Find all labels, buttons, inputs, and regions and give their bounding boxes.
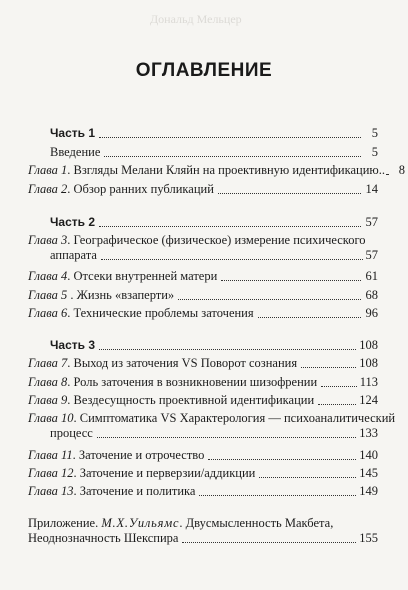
- dot-leader: [199, 495, 356, 496]
- toc-entry-chapter-9: [28, 393, 378, 408]
- toc-page-number: 145: [359, 466, 378, 480]
- toc-part-1: [50, 126, 378, 141]
- page-title: ОГЛАВЛЕНИЕ: [135, 60, 273, 81]
- toc-entry-label: [28, 269, 217, 284]
- appendix-label: Приложение.: [28, 516, 102, 530]
- toc-entry-chapter-1: [28, 163, 406, 178]
- toc-page-number: 5: [371, 126, 378, 140]
- toc-entry-label: [28, 356, 297, 371]
- dot-leader: [99, 349, 356, 350]
- toc-page-number: 108: [359, 356, 378, 370]
- chapter-prefix: Глава 7: [28, 356, 68, 370]
- chapter-prefix: Глава 6: [28, 306, 68, 320]
- toc-page-number: 149: [359, 484, 378, 498]
- chapter-title: . Заточение и политика: [73, 484, 196, 498]
- faded-running-header: Дональд Мельцер: [150, 12, 242, 26]
- toc-part-label: Часть 3: [50, 338, 96, 352]
- chapter-title: . Географическое (физическое) измерение психического: [67, 233, 366, 247]
- toc-page-number: 8: [398, 163, 406, 177]
- toc-page-number: 124: [359, 393, 378, 407]
- chapter-title: . Взгляды Мелани Кляйн на проективную идентификацию..: [67, 163, 386, 177]
- chapter-prefix: Глава 10: [28, 411, 74, 425]
- toc-page-number: 113: [359, 375, 378, 389]
- chapter-title: . Симптоматика VS Характерология — психоаналитический: [73, 411, 396, 425]
- toc-entry-appendix: [28, 516, 378, 546]
- dot-leader: [259, 477, 356, 478]
- appendix-title: . Двусмысленность Макбета,: [179, 516, 334, 530]
- toc-entry-chapter-5: [28, 288, 378, 303]
- toc-entry-chapter-3: [28, 233, 378, 263]
- toc-page-number: 57: [365, 248, 378, 262]
- chapter-title: . Выход из заточения VS Поворот сознания: [67, 356, 298, 370]
- toc-part-2: [50, 215, 378, 230]
- toc-entry-label: [28, 288, 174, 303]
- toc-entry-chapter-6: [28, 306, 378, 321]
- chapter-prefix: Глава 3: [28, 233, 68, 247]
- toc-part-3: [50, 338, 378, 353]
- chapter-prefix: Глава 2: [28, 182, 68, 196]
- toc-page-number: 155: [359, 531, 378, 545]
- chapter-prefix: Глава 13: [28, 484, 74, 498]
- dot-leader: [178, 299, 361, 300]
- toc-page-number: 108: [359, 338, 378, 352]
- toc-entry-label: [28, 393, 314, 408]
- toc-entry-label: [28, 375, 317, 390]
- dot-leader: [97, 437, 356, 438]
- dot-leader: [258, 317, 361, 318]
- toc-page-number: 96: [365, 306, 378, 320]
- toc-page-number: 57: [365, 215, 378, 229]
- chapter-title: . Вездесущность проективной идентификации: [67, 393, 315, 407]
- toc-page-number: 61: [365, 269, 378, 283]
- chapter-title: . Отсеки внутренней матери: [67, 269, 218, 283]
- toc-entry-label: [28, 182, 214, 197]
- toc-entry-label: [28, 484, 195, 499]
- dot-leader: [318, 404, 356, 405]
- toc-part-label: Часть 2: [50, 215, 96, 229]
- chapter-title: . Заточение и перверзии/аддикции: [73, 466, 256, 480]
- chapter-prefix: Глава 11: [28, 448, 73, 462]
- toc-entry-label: [28, 466, 255, 481]
- toc-entry-chapter-7: [28, 356, 378, 371]
- dot-leader: [218, 193, 361, 194]
- toc-entry-intro: [50, 145, 378, 160]
- toc-entry-chapter-10: [28, 411, 396, 441]
- toc-entry-label: [28, 448, 204, 463]
- toc-part-label: Часть 1: [50, 126, 96, 140]
- dot-leader: [386, 174, 388, 175]
- toc-page-number: 5: [371, 145, 378, 159]
- dot-leader: [99, 226, 361, 227]
- dot-leader: [182, 542, 356, 543]
- toc-page-number: 140: [359, 448, 378, 462]
- toc-entry-label: Введение: [50, 145, 101, 159]
- chapter-title: . Заточение и отрочество: [72, 448, 205, 462]
- chapter-title: . Технические проблемы заточения: [67, 306, 254, 320]
- chapter-prefix: Глава 8: [28, 375, 68, 389]
- toc-entry-chapter-13: [28, 484, 378, 499]
- dot-leader: [301, 367, 356, 368]
- chapter-prefix: Глава 9: [28, 393, 68, 407]
- chapter-title: . Роль заточения в возникновении шизофрении: [67, 375, 318, 389]
- dot-leader: [99, 137, 361, 138]
- chapter-title-continued: процесс: [50, 426, 93, 440]
- appendix-title-continued: Неоднозначность Шекспира: [28, 531, 179, 545]
- dot-leader: [208, 459, 356, 460]
- toc-entry-chapter-4: [28, 269, 378, 284]
- chapter-prefix: Глава 4: [28, 269, 68, 283]
- toc-entry-chapter-8: [28, 375, 378, 390]
- dot-leader: [104, 156, 361, 157]
- dot-leader: [221, 280, 361, 281]
- toc-entry-label: [28, 306, 254, 321]
- toc-page-number: 133: [359, 426, 378, 440]
- toc-entry-label: [28, 163, 385, 178]
- chapter-title: . Жизнь «взаперти»: [67, 288, 175, 302]
- appendix-author: М.Х.Уильямс: [101, 516, 180, 530]
- toc-page-number: 68: [365, 288, 378, 302]
- toc-page-number: 14: [365, 182, 378, 196]
- chapter-prefix: Глава 1: [28, 163, 68, 177]
- chapter-prefix: Глава 5: [28, 288, 68, 302]
- toc-entry-chapter-11: [28, 448, 378, 463]
- chapter-title: . Обзор ранних публикаций: [67, 182, 214, 196]
- toc-entry-chapter-2: [28, 182, 378, 197]
- chapter-prefix: Глава 12: [28, 466, 74, 480]
- dot-leader: [101, 259, 363, 260]
- dot-leader: [321, 386, 357, 387]
- toc-entry-chapter-12: [28, 466, 378, 481]
- chapter-title-continued: аппарата: [50, 248, 97, 262]
